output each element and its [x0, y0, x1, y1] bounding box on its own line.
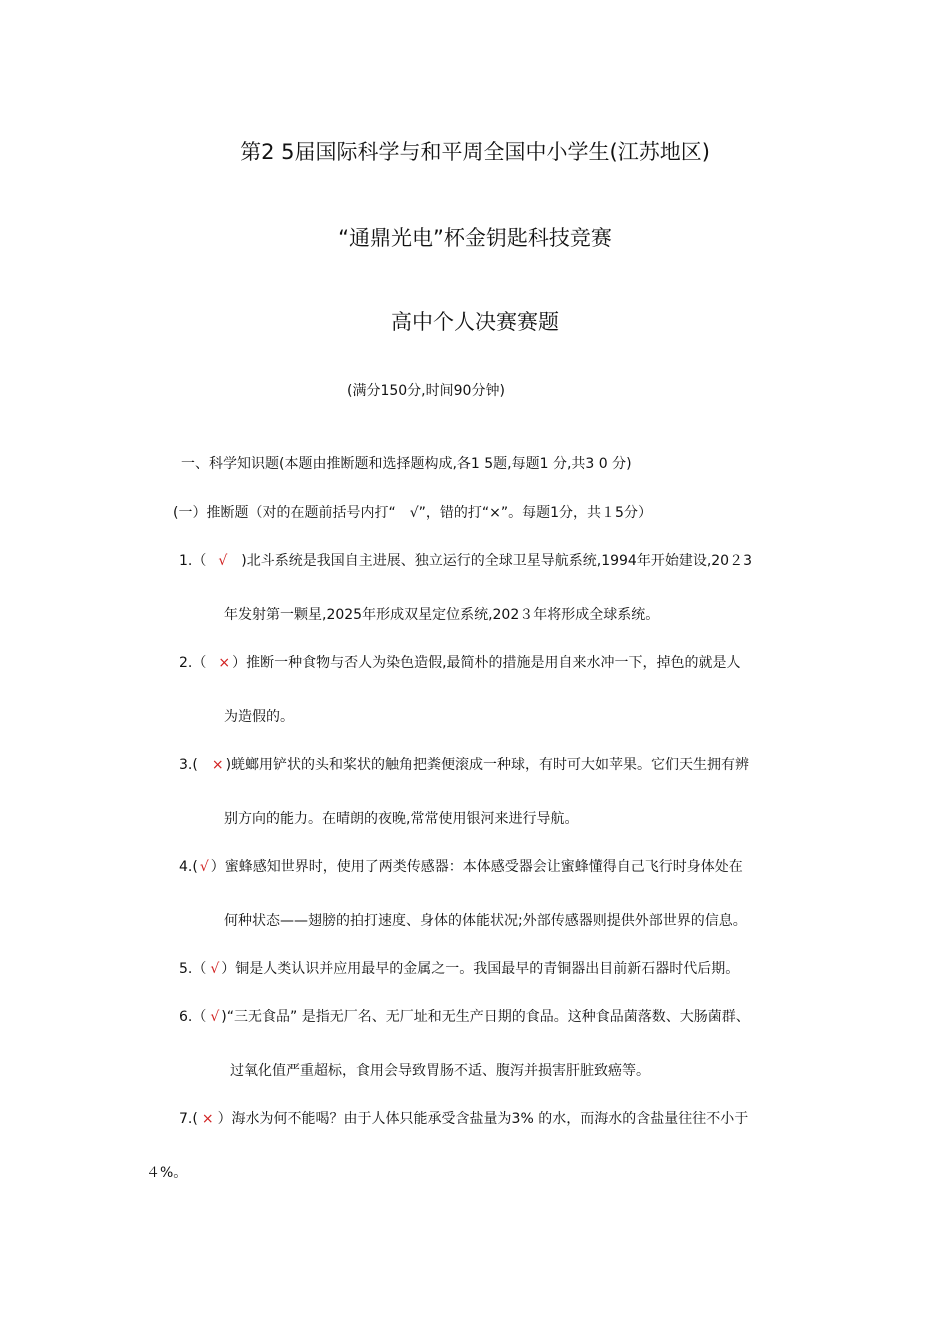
question-number: 5.（ [179, 961, 207, 977]
question-7 [179, 1108, 748, 1128]
question-number: 1.（ [179, 553, 207, 569]
question-2 [179, 652, 741, 672]
question-text: )北斗系统是我国自主进展、独立运行的全球卫星导航系统,1994年开始建设,20２3 [241, 553, 752, 569]
title-line-3: 高中个人决赛赛题 [391, 310, 559, 334]
question-text: ）铜是人类认识并应用最早的金属之一。我国最早的青铜器出目前新石器时代后期。 [221, 961, 740, 977]
subsection-heading: (一）推断题（对的在题前括号内打“ √”，错的打“×”。每题1分，共１5分） [173, 505, 652, 521]
answer-mark: √ [210, 961, 220, 977]
answer-mark: √ [199, 859, 209, 875]
question-number: 2.（ [179, 655, 207, 671]
question-1-continuation: 年发射第一颗星,2025年形成双星定位系统,202３年将形成全球系统。 [224, 607, 660, 623]
question-text: ）海水为何不能喝？由于人体只能承受含盐量为3% 的水，而海水的含盐量往往不小于 [217, 1111, 749, 1127]
section-heading: 一、科学知识题(本题由推断题和选择题构成,各1 5题,每题1 分,共3 0 分) [181, 456, 632, 472]
question-number: 7.( [179, 1111, 198, 1127]
question-2-continuation: 为造假的。 [224, 709, 294, 725]
question-1 [179, 550, 752, 570]
question-text: )蜣螂用铲状的头和桨状的触角把粪便滚成一种球，有时可大如苹果。它们天生拥有辨 [225, 757, 750, 773]
question-text: )“三无食品” 是指无厂名、无厂址和无生产日期的食品。这种食品菌落数、大肠菌群、 [221, 1009, 750, 1025]
question-5 [179, 958, 739, 978]
question-4-continuation: 何种状态——翅膀的拍打速度、身体的体能状况;外部传感器则提供外部世界的信息。 [224, 913, 747, 929]
question-3 [179, 754, 749, 774]
question-number: 4.( [179, 859, 198, 875]
question-3-continuation: 别方向的能力。在晴朗的夜晚,常常使用银河来进行导航。 [224, 811, 579, 827]
answer-mark: × [201, 1111, 214, 1127]
answer-mark: × [218, 655, 231, 671]
question-4 [179, 856, 743, 876]
answer-mark: √ [218, 553, 228, 569]
question-number: 6.（ [179, 1009, 207, 1025]
question-7-continuation: ４%。 [146, 1165, 188, 1181]
question-text: ）蜜蜂感知世界时，使用了两类传感器：本体感受器会让蜜蜂懂得自己飞行时身体处在 [210, 859, 743, 875]
question-number: 3.( [179, 757, 198, 773]
question-6-continuation: 过氧化值严重超标，食用会导致胃肠不适、腹泻并损害肝脏致癌等。 [230, 1063, 650, 1079]
answer-mark: × [211, 757, 224, 773]
title-line-2: “通鼎光电”杯金钥匙科技竞赛 [338, 226, 612, 250]
exam-info: (满分150分,时间90分钟) [347, 383, 505, 399]
title-line-1: 第2 5届国际科学与和平周全国中小学生(江苏地区) [240, 140, 710, 164]
answer-mark: √ [210, 1009, 220, 1025]
question-6 [179, 1006, 750, 1026]
question-text: ）推断一种食物与否人为染色造假,最简朴的措施是用自来水冲一下，掉色的就是人 [232, 655, 741, 671]
